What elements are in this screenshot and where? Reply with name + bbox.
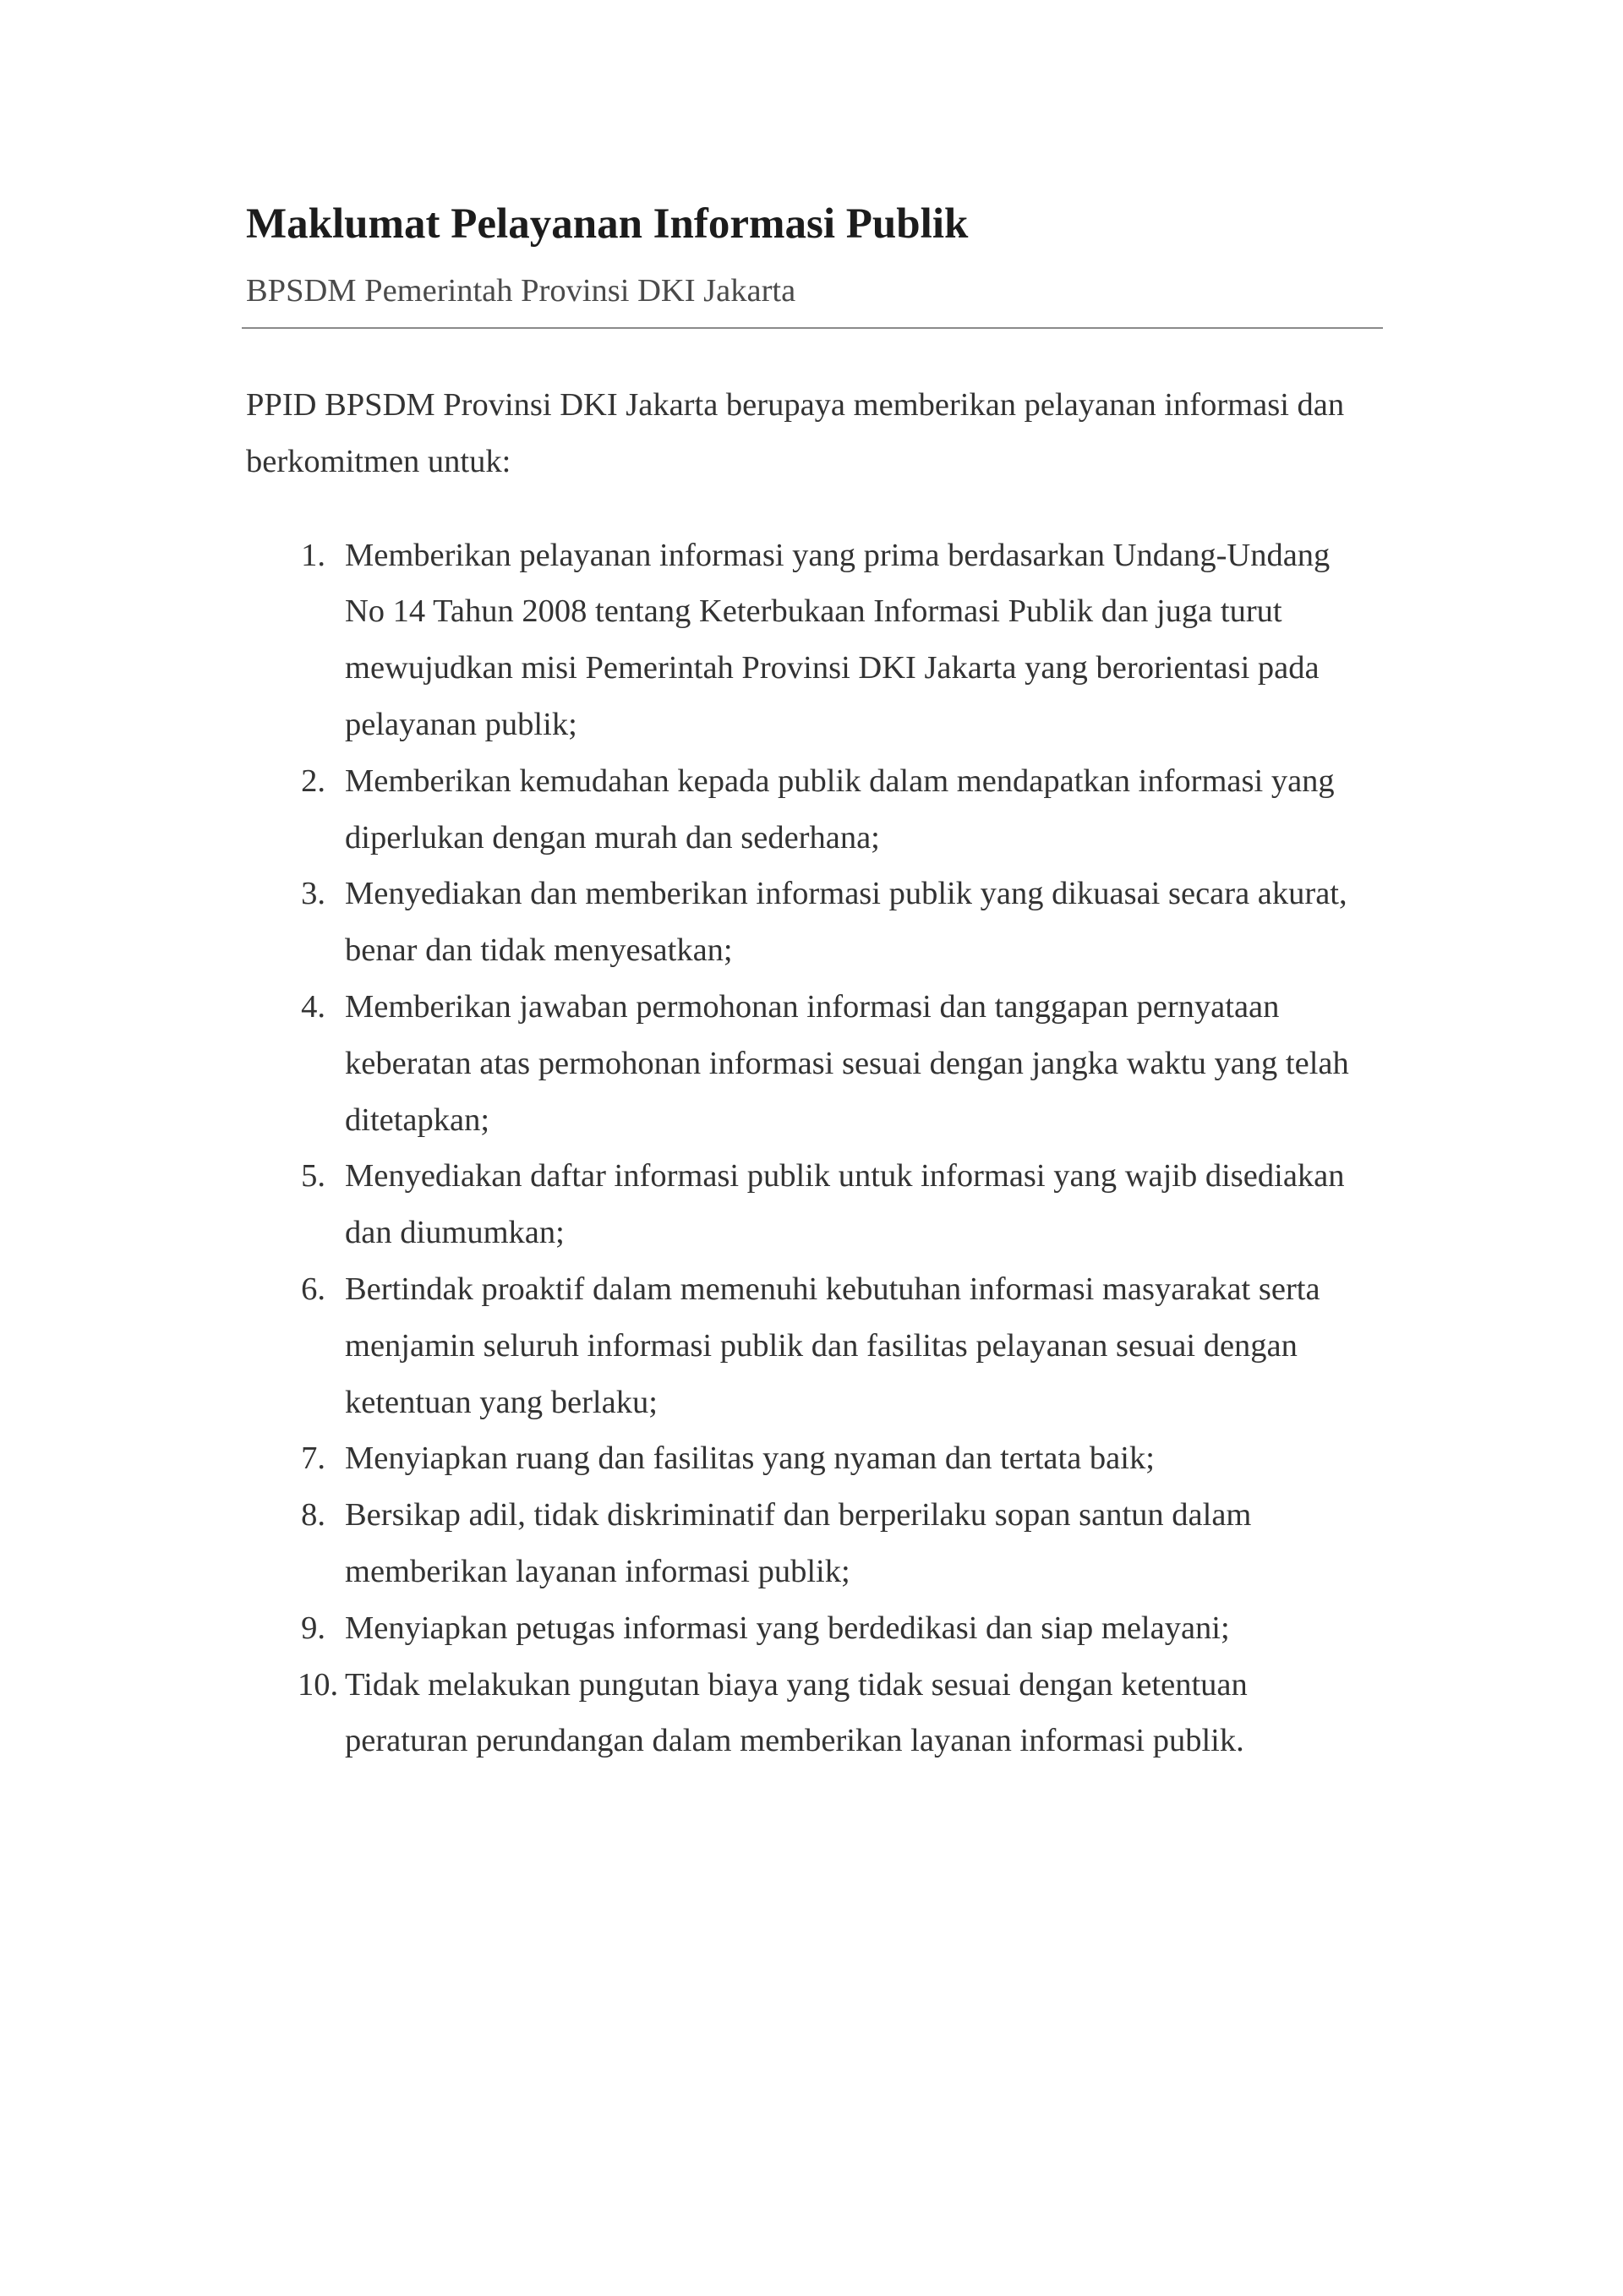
- list-item: [0, 1430, 1349, 1487]
- list-item-text: [345, 1261, 1349, 1430]
- list-item-line: mewujudkan misi Pemerintah Provinsi DKI Jakarta yang berorientasi pada: [345, 650, 1320, 686]
- list-item: [0, 1148, 1349, 1261]
- list-item-text: [345, 1600, 1349, 1657]
- list-item-line: Bertindak proaktif dalam memenuhi kebutuhan informasi masyarakat serta: [345, 1271, 1320, 1307]
- list-item-text: [345, 1148, 1349, 1261]
- list-item-line: Memberikan jawaban permohonan informasi dan tanggapan pernyataan: [345, 988, 1280, 1025]
- list-item: [0, 866, 1349, 979]
- list-item-number: 1.: [301, 537, 325, 573]
- list-item-line: Tidak melakukan pungutan biaya yang tidak sesuai dengan ketentuan: [345, 1666, 1248, 1703]
- list-item-line: keberatan atas permohonan informasi sesuai dengan jangka waktu yang telah: [345, 1045, 1349, 1081]
- list-item-number: 2.: [301, 763, 325, 799]
- list-item-line: Menyediakan daftar informasi publik untuk informasi yang wajib disediakan: [345, 1158, 1345, 1194]
- list-item-text: [345, 866, 1349, 979]
- list-item-line: Menyiapkan ruang dan fasilitas yang nyaman dan tertata baik;: [345, 1440, 1155, 1477]
- list-item-line: memberikan layanan informasi publik;: [345, 1553, 850, 1589]
- list-item-number: 5.: [301, 1158, 325, 1194]
- list-item-text: [345, 1487, 1349, 1600]
- list-item-line: Bersikap adil, tidak diskriminatif dan berperilaku sopan santun dalam: [345, 1497, 1252, 1533]
- list-item-line: peraturan perundangan dalam memberikan layanan informasi publik.: [345, 1723, 1244, 1759]
- list-item-line: Menyiapkan petugas informasi yang berdedikasi dan siap melayani;: [345, 1610, 1230, 1646]
- list-item-line: benar dan tidak menyesatkan;: [345, 932, 733, 969]
- list-item-number: 4.: [301, 988, 325, 1025]
- intro-line: PPID BPSDM Provinsi DKI Jakarta berupaya memberikan pelayanan informasi dan: [246, 387, 1345, 423]
- list-item: [0, 1487, 1349, 1600]
- list-item-line: diperlukan dengan murah dan sederhana;: [345, 819, 880, 856]
- list-item-line: Memberikan pelayanan informasi yang prima berdasarkan Undang-Undang: [345, 537, 1331, 573]
- page-subtitle: BPSDM Pemerintah Provinsi DKI Jakarta: [246, 273, 796, 309]
- list-item-number: 9.: [301, 1610, 325, 1646]
- header-divider: [242, 327, 1383, 329]
- list-item-number: 8.: [301, 1497, 325, 1533]
- list-item: [0, 1600, 1349, 1657]
- list-item: [0, 753, 1349, 866]
- page-title: Maklumat Pelayanan Informasi Publik: [246, 200, 969, 248]
- list-item-line: ditetapkan;: [345, 1102, 490, 1138]
- list-item-line: Menyediakan dan memberikan informasi publik yang dikuasai secara akurat,: [345, 876, 1347, 912]
- list-item-text: [345, 1430, 1349, 1487]
- list-item: [0, 528, 1349, 753]
- intro-line: berkomitmen untuk:: [246, 443, 511, 479]
- commitment-list: [0, 528, 1349, 1770]
- list-item-line: No 14 Tahun 2008 tentang Keterbukaan Informasi Publik dan juga turut: [345, 593, 1282, 630]
- list-item-line: Memberikan kemudahan kepada publik dalam mendapatkan informasi yang: [345, 763, 1335, 799]
- list-item-line: menjamin seluruh informasi publik dan fasilitas pelayanan sesuai dengan: [345, 1327, 1298, 1364]
- list-item: [0, 1657, 1349, 1770]
- intro-paragraph: [246, 377, 1344, 490]
- list-item: [0, 979, 1349, 1148]
- list-item-number: 6.: [301, 1271, 325, 1307]
- list-item-line: pelayanan publik;: [345, 706, 577, 742]
- list-item-line: dan diumumkan;: [345, 1215, 565, 1251]
- list-item-text: [345, 1657, 1349, 1770]
- list-item-number: 10.: [298, 1666, 339, 1703]
- list-item-text: [345, 753, 1349, 866]
- list-item-text: [345, 979, 1349, 1148]
- list-item-line: ketentuan yang berlaku;: [345, 1384, 658, 1420]
- list-item-text: [345, 528, 1349, 753]
- list-item-number: 7.: [301, 1440, 325, 1477]
- list-item: [0, 1261, 1349, 1430]
- list-item-number: 3.: [301, 876, 325, 912]
